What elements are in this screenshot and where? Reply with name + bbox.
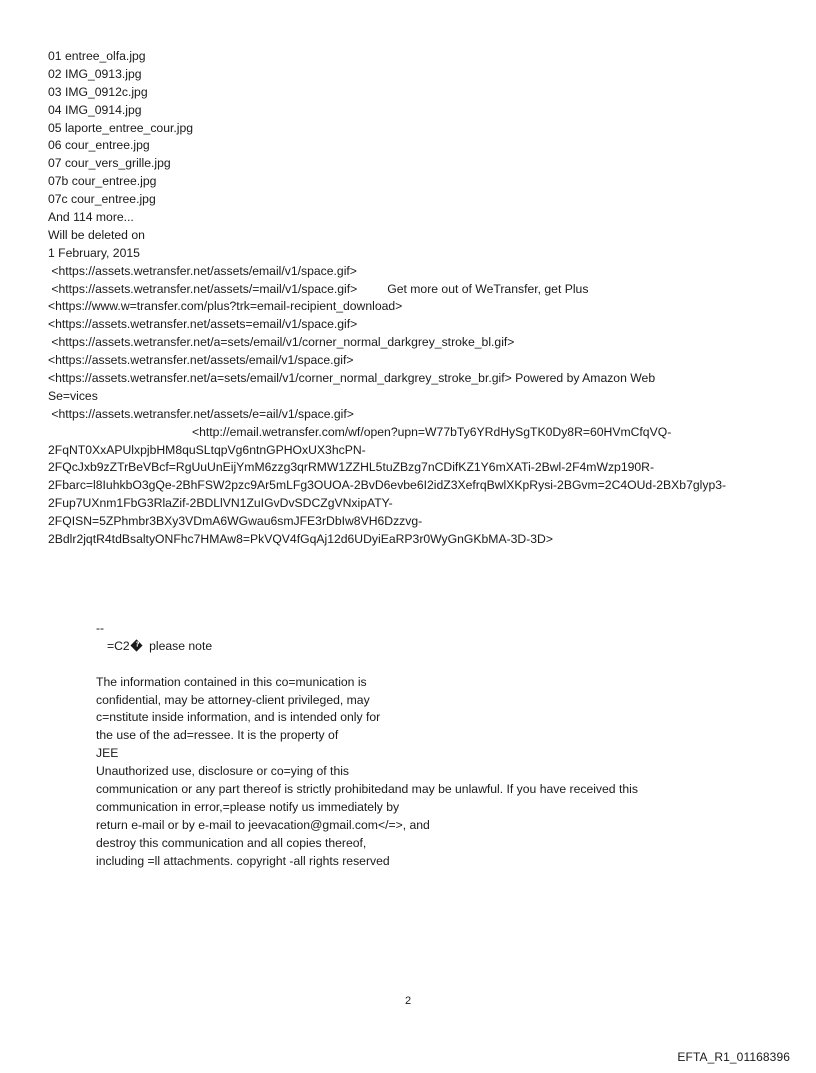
tracking-link-line: 2FQISN=5ZPhmbr3BXy3VDmA6WGwau6smJFE3rDbIw8VH6Dzzvg- bbox=[48, 514, 423, 529]
disclaimer-line: the use of the ad=ressee. It is the property of bbox=[96, 728, 339, 743]
link-text: <https://assets.wetransfer.net/assets/e=ail/v1/space.gif> bbox=[51, 406, 354, 421]
spacer bbox=[96, 656, 786, 674]
tracking-link-line: 2Fbarc=l8IuhkbO3gQe-2BhFSW2pzc9Ar5mLFg3OUOA-2BvD6evbe6I2idZ3XefrqBwlXKpRysi-2BGvm=2C4OUd-2BXb7glyp3- bbox=[48, 478, 727, 493]
page-number: 2 bbox=[404, 995, 412, 1007]
link-line: Se=vices bbox=[48, 388, 98, 403]
link-line bbox=[48, 334, 788, 352]
disclaimer-line: JEE bbox=[96, 746, 119, 761]
tracking-link-text: <http://email.wetransfer.com/wf/open?upn=W77bTy6YRdHySgTK0Dy8R=60HVmCfqVQ- bbox=[192, 424, 672, 439]
plus-promo-text: Get more out of WeTransfer, get Plus bbox=[387, 281, 589, 296]
link-line: <https://www.w=transfer.com/plus?trk=email-recipient_download> bbox=[48, 299, 403, 314]
link-text: <https://assets.wetransfer.net/a=sets/email/v1/corner_normal_darkgrey_stroke_bl.gif> bbox=[51, 335, 515, 350]
link-line: <https://assets.wetransfer.net/assets=email/v1/space.gif> bbox=[48, 317, 358, 332]
file-item: 03 IMG_0912c.jpg bbox=[48, 84, 148, 99]
note-prefix: =C2 bbox=[107, 638, 130, 653]
file-item: 07c cour_entree.jpg bbox=[48, 192, 156, 207]
link-line: <https://assets.wetransfer.net/a=sets/email/v1/corner_normal_darkgrey_stroke_br.gif> Powered by Amazon Web bbox=[48, 371, 656, 386]
please-note-line bbox=[96, 638, 786, 656]
disclaimer-line: communication or any part thereof is strictly prohibitedand may be unlawful. If you have received this bbox=[96, 782, 638, 797]
link-line bbox=[48, 281, 788, 299]
file-item: 04 IMG_0914.jpg bbox=[48, 102, 142, 117]
file-item: 01 entree_olfa.jpg bbox=[48, 49, 146, 63]
disclaimer-line: Unauthorized use, disclosure or co=ying of this bbox=[96, 764, 350, 779]
disclaimer-line: destroy this communication and all copies thereof, bbox=[96, 835, 367, 850]
tracking-link-line: 2FqNT0XxAPUlxpjbHM8quSLtqpVg6ntnGPHOxUX3hcPN- bbox=[48, 442, 366, 457]
note-text: please note bbox=[149, 638, 213, 653]
link-text: <https://assets.wetransfer.net/assets/email/v1/space.gif> bbox=[51, 263, 357, 278]
bates-number: EFTA_R1_01168396 bbox=[677, 1050, 790, 1064]
file-item: 07 cour_vers_grille.jpg bbox=[48, 156, 171, 171]
disclaimer-line: confidential, may be attorney-client privileged, may bbox=[96, 692, 370, 707]
disclaimer-line: c=nstitute inside information, and is intended only for bbox=[96, 710, 381, 725]
more-files-count: And 114 more... bbox=[48, 210, 134, 225]
link-line: <https://assets.wetransfer.net/assets/email/v1/space.gif> bbox=[48, 353, 354, 368]
tracking-link-line: 2Bdlr2jqtR4tdBsaltyONFhc7HMAw8=PkVQV4fGqAj12d6UDyiEaRP3r0WyGnGKbMA-3D-3D> bbox=[48, 532, 553, 547]
tracking-link-line: 2FQcJxb9zZTrBeVBcf=RgUuUnEijYmM6zzg3qrRMW1ZZHL5tuZBzg7nCDifKZ1Y6mXATi-2Bwl-2F4mWzp190R- bbox=[48, 460, 655, 475]
deletion-label: Will be deleted on bbox=[48, 227, 145, 242]
file-item: 06 cour_entree.jpg bbox=[48, 138, 150, 153]
file-item: 07b cour_entree.jpg bbox=[48, 174, 157, 189]
email-body bbox=[48, 48, 788, 549]
link-text: <https://assets.wetransfer.net/assets/=mail/v1/space.gif> bbox=[51, 281, 358, 296]
link-line bbox=[48, 263, 788, 281]
tracking-link-line: 2Fup7UXnm1FbG3RlaZif-2BDLlVN1ZuIGvDvSDCZgVNxipATY- bbox=[48, 496, 393, 511]
file-item: 02 IMG_0913.jpg bbox=[48, 66, 142, 81]
disclaimer-line: return e-mail or by e-mail to jeevacation@gmail.com</=>, and bbox=[96, 817, 430, 832]
disclaimer-line: The information contained in this co=munication is bbox=[96, 674, 367, 689]
signature-separator: -- bbox=[96, 621, 105, 635]
signature-block bbox=[96, 620, 786, 870]
file-item: 05 laporte_entree_cour.jpg bbox=[48, 120, 194, 135]
disclaimer-line: communication in error,=please notify us immediately by bbox=[96, 799, 400, 814]
disclaimer-line: including =ll attachments. copyright -all rights reserved bbox=[96, 853, 390, 868]
tracking-link-line bbox=[48, 424, 788, 442]
deletion-date: 1 February, 2015 bbox=[48, 245, 140, 260]
link-line bbox=[48, 406, 788, 424]
replacement-char-icon bbox=[130, 639, 142, 651]
